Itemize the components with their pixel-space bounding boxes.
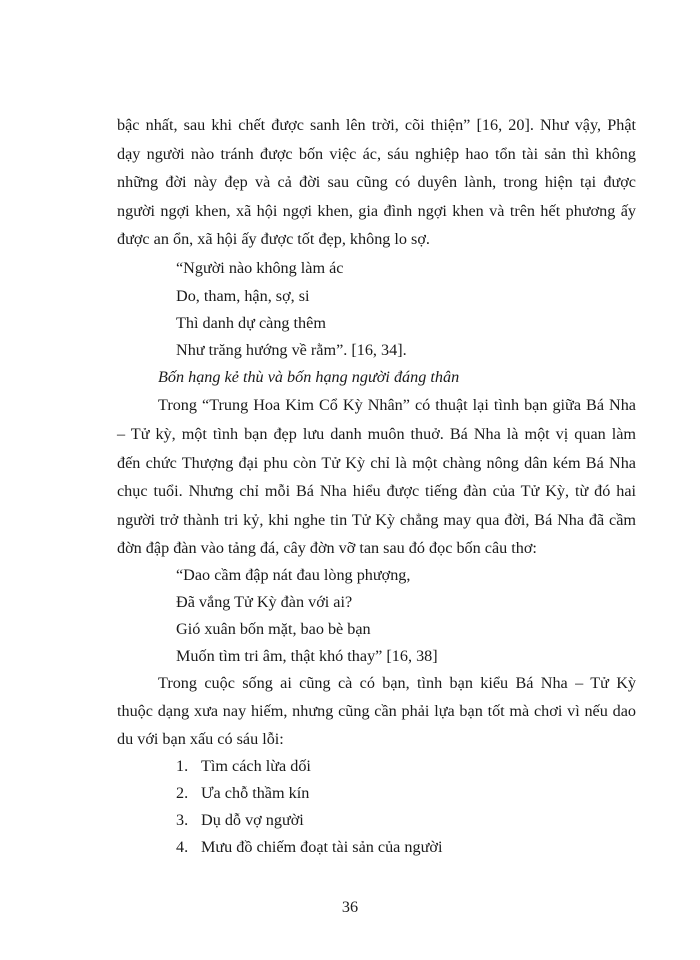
verse-line: Muốn tìm tri âm, thật khó thay” [16, 38] [176, 647, 438, 665]
paragraph-line: du với bạn xấu có sáu lỗi: [117, 730, 284, 748]
list-item-text: Ưa chỗ thầm kín [201, 784, 310, 802]
list-item-number: 1. [176, 757, 189, 775]
paragraph-line: những đời này đẹp và cả đời sau cũng có duyên lành, trong hiện tại được [117, 173, 636, 191]
paragraph-line: được an ổn, xã hội ấy được tốt đẹp, không lo sợ. [117, 230, 430, 248]
paragraph-line: thuộc dạng xưa nay hiếm, nhưng cũng cần phải lựa bạn tốt mà chơi vì nếu dao [117, 702, 636, 720]
verse-line: Như trăng hướng về rằm”. [16, 34]. [176, 341, 407, 359]
list-item [176, 756, 311, 776]
page-number: 36 [341, 898, 359, 916]
list-item-number: 3. [176, 811, 189, 829]
verse-line: Đã vắng Tử Kỳ đàn với ai? [176, 593, 353, 611]
verse-line: “Dao cầm đập nát đau lòng phượng, [176, 566, 411, 584]
paragraph-line: Trong cuộc sống ai cũng cà có bạn, tình bạn kiểu Bá Nha – Tử Kỳ [158, 674, 636, 692]
list-item-number: 4. [176, 838, 189, 856]
paragraph-line: đờn đập đàn vào tảng đá, cây đờn vỡ tan sau đó đọc bốn câu thơ: [117, 539, 537, 557]
list-item [176, 837, 442, 857]
list-item-text: Dụ dỗ vợ người [201, 811, 304, 829]
list-item [176, 783, 309, 803]
verse-line: Gió xuân bốn mặt, bao bè bạn [176, 620, 371, 638]
paragraph-line: người trở thành tri kỷ, khi nghe tin Tử Kỳ chẳng may qua đời, Bá Nha đã cầm [117, 511, 636, 529]
paragraph-line: chục tuổi. Nhưng chỉ mỗi Bá Nha hiểu được tiếng đàn của Tử Kỳ, từ đó hai [117, 482, 636, 500]
paragraph-line: đến chức Thượng đại phu còn Tử Kỳ chỉ là một chàng nông dân kém Bá Nha [117, 454, 636, 472]
list-item-number: 2. [176, 784, 189, 802]
paragraph-line: Trong “Trung Hoa Kim Cổ Kỳ Nhân” có thuật lại tình bạn giữa Bá Nha [158, 396, 636, 414]
paragraph-line: người ngợi khen, xã hội ngợi khen, gia đình ngợi khen và trên hết phương ấy [117, 202, 636, 220]
paragraph-line: bậc nhất, sau khi chết được sanh lên trời, cõi thiện” [16, 20]. Như vậy, Phật [117, 116, 636, 134]
verse-line: “Người nào không làm ác [176, 259, 344, 277]
list-item-text: Tìm cách lừa dối [201, 757, 311, 775]
list-item-text: Mưu đồ chiếm đoạt tài sản của người [201, 838, 443, 856]
section-subheading: Bốn hạng kẻ thù và bốn hạng người đáng thân [158, 368, 460, 386]
paragraph-line: – Tử kỳ, một tình bạn đẹp lưu danh muôn thuở. Bá Nha là một vị quan làm [117, 425, 636, 443]
paragraph-line: dạy người nào tránh được bốn việc ác, sáu nghiệp hao tổn tài sản thì không [117, 145, 636, 163]
verse-line: Do, tham, hận, sợ, si [176, 287, 310, 305]
list-item [176, 810, 304, 830]
verse-line: Thì danh dự càng thêm [176, 314, 326, 332]
